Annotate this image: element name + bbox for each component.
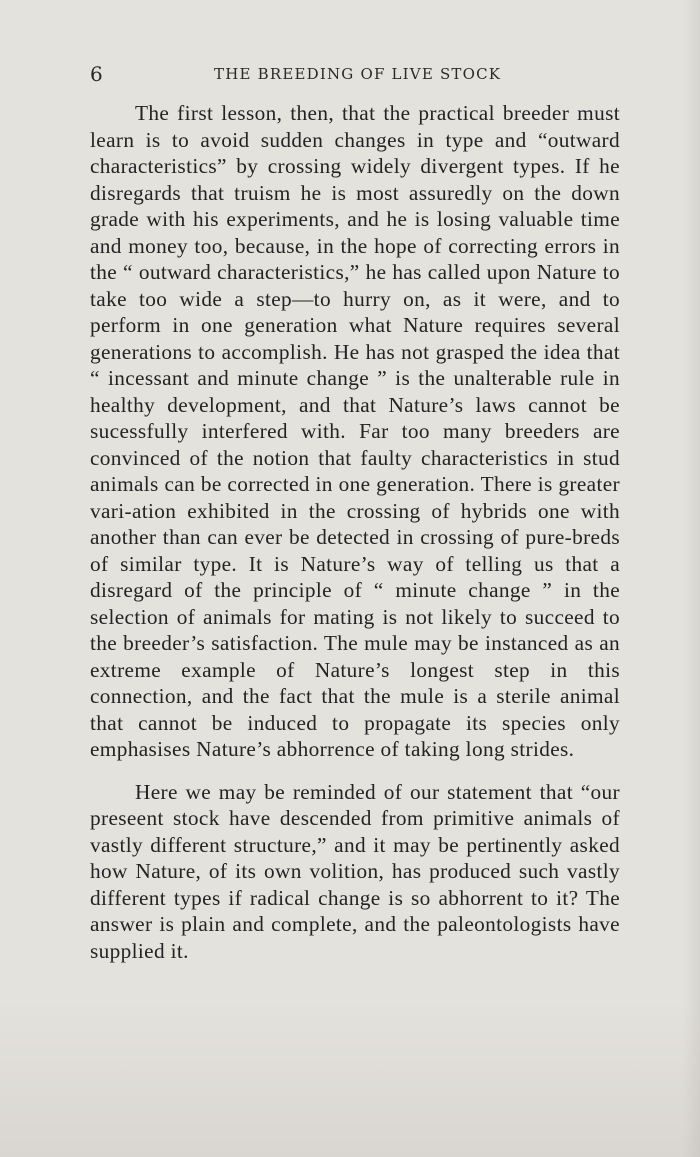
page-bottom-shading [0, 997, 700, 1157]
page-edge-shadow [682, 0, 700, 1157]
body-text [90, 100, 620, 964]
paragraph-1: The first lesson, then, that the practical breeder must learn is to avoid sudden changes in type and “outward characteristics” by crossing widely divergent types. If he disregards that truism he is most assuredly on the down grade with his experiments, and he is losing valuable time and money too, because, in the hope of correcting errors in the “ outward characteristics,” he has called upon Nature to take too wide a step—to hurry on, as it were, and to perform in one generation what Nature requires several generations to accomplish. He has not grasped the idea that “ incessant and minute change ” is the unalterable rule in healthy development, and that Nature’s laws cannot be sucessfully interfered with. Far too many breeders are convinced of the notion that faulty characteristics in stud animals can be corrected in one generation. There is greater vari-ation exhibited in the crossing of hybrids one with another than can ever be detected in crossing of pure-breds of similar type. It is Nature’s way of telling us that a disregard of the principle of “ minute change ” in the selection of animals for mating is not likely to succeed to the breeder’s satisfaction. The mule may be instanced as an extreme example of Nature’s longest step in this connection, and the fact that the mule is a sterile animal that cannot be induced to propagate its species only emphasises Nature’s abhorrence of taking long strides. [90, 101, 620, 761]
running-header [90, 60, 620, 88]
running-title: THE BREEDING OF LIVE STOCK [214, 65, 502, 83]
page-number: 6 [90, 62, 103, 86]
paragraph-2: Here we may be reminded of our statement that “our preseent stock have descended from primitive animals of vastly different structure,” and it may be pertinently asked how Nature, of its own volition, has produced such vastly different types if radical change is so abhorrent to it? The answer is plain and complete, and the paleontologists have supplied it. [90, 779, 620, 963]
